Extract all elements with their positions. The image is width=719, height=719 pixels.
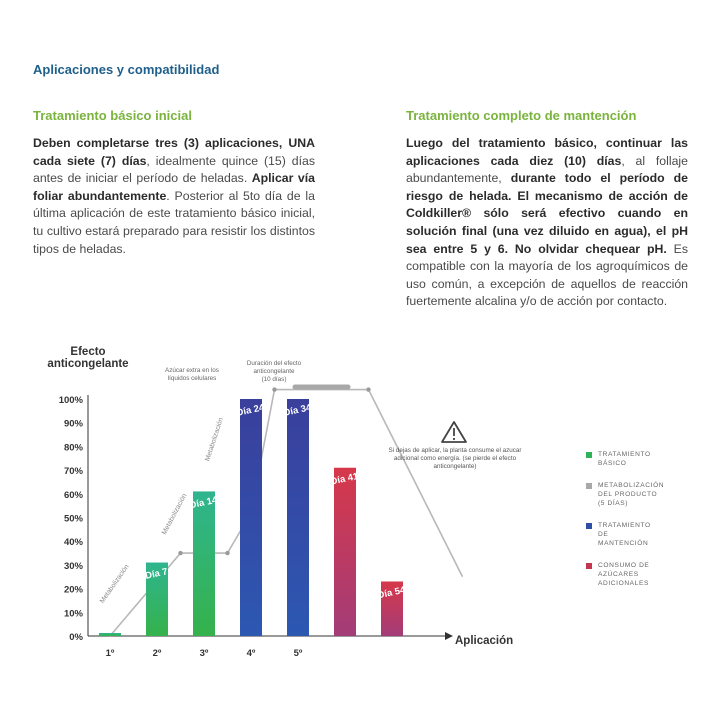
y-tick-label: 20% [63,584,83,596]
bar-label: Día 34 [282,402,313,419]
metabolization-point [178,551,182,555]
legend-label: TRATAMIENTO DE MANTENCIÓN [598,522,651,547]
basic-treatment-heading: Tratamiento básico inicial [33,108,192,123]
y-tick-label: 10% [63,608,83,620]
basic-treatment-text-2: . Posterior al 5to día de la última aplicación de este tratamiento básico inicial, tu cultivo estará preparado para resistir los distintos tipos de heladas. [33,188,315,256]
bar-label: Día 41 [329,470,360,488]
legend-item [586,450,696,468]
legend-item [586,561,696,588]
basic-treatment-text-1: , idealmente quince (15) días antes de iniciar el período de heladas. [33,153,315,186]
legend-label: TRATAMIENTO BÁSICO [598,451,651,467]
y-tick-label: 30% [63,560,83,572]
maintenance-treatment-bold-2: durante todo el período de riesgo de helada. El mecanismo de acción de Coldkiller® sólo será efectivo cuando en solución final (una vez diluido en agua), el pH sea entre 5 y 6. No olvidar chequear pH. [406,171,688,256]
metabolization-annotation-1: Metabolización [98,563,131,605]
legend-item [586,521,696,548]
legend-swatch [586,483,592,489]
legend-swatch [586,452,592,458]
bar-label: Día 54 [376,584,407,602]
metabolization-annotation-3: Metabolización [204,416,225,463]
y-tick-label: 70% [63,466,83,478]
section-title: Aplicaciones y compatibilidad [33,62,220,77]
bar-label: Día 7 [144,566,169,582]
y-tick-label: 90% [63,418,83,430]
bar-tratamiento_mantencion [287,399,309,636]
x-tick-label: 3º [199,648,209,659]
x-tick-label: 1º [105,648,115,659]
bar-label: Día 14 [188,494,219,512]
sugar-extra-annotation: Azúcar extra en los líquidos celulares [165,367,219,382]
bar-consumo_azucares [334,468,356,636]
bar-label: Día 24 [235,402,266,419]
y-tick-label: 0% [69,632,83,643]
y-axis-label: Efecto anticongelante [47,346,129,370]
y-tick-label: 50% [63,513,83,525]
y-tick-label: 100% [58,395,83,406]
maintenance-treatment-text [406,135,688,311]
maintenance-treatment-bold-1: Luego del tratamiento básico, continuar las aplicaciones cada diez (10) días [406,136,688,168]
duration-annotation: Duración del efecto anticongelante (10 días) [246,360,302,383]
x-tick-label: 5º [293,648,303,659]
maintenance-treatment-column [406,108,688,311]
basic-treatment-column [33,108,315,258]
bar-tratamiento_mantencion [240,399,262,636]
maintenance-treatment-heading: Tratamiento completo de mantención [406,108,637,123]
legend-swatch [586,523,592,529]
metabolization-annotation-2: Metabolización [160,492,189,536]
bar-tratamiento_basico [99,633,121,636]
chart-legend [586,450,696,601]
x-tick-label: 4º [246,648,256,659]
bar-tratamiento_basico [193,491,215,636]
legend-item [586,481,696,508]
legend-label: CONSUMO DE AZÚCARES ADICIONALES [598,562,650,587]
metabolization-point [272,387,276,391]
metabolization-point [366,387,370,391]
duration-bracket [293,385,351,390]
legend-label: METABOLIZACIÓN DEL PRODUCTO (5 DÍAS) [598,482,665,507]
basic-treatment-text [33,135,315,258]
y-tick-label: 60% [63,489,83,501]
y-tick-label: 40% [63,537,83,549]
maintenance-treatment-text-2: Es compatible con la mayoría de los agroquímicos de uso común, a excepción de aquellos de reacción fuertemente alcalina y/o de acción por contacto. [406,241,688,309]
warning-icon-dot [453,438,455,440]
basic-treatment-bold-2: Aplicar vía foliar abundantemente [33,171,315,203]
x-axis-arrow [445,632,453,640]
metabolization-point [225,551,229,555]
basic-treatment-bold-1: Deben completarse tres (3) aplicaciones, UNA cada siete (7) días [33,136,315,168]
x-axis-label: Aplicación [455,635,514,647]
maintenance-treatment-text-1: , al follaje abundantemente, [406,153,688,186]
x-tick-label: 2º [152,648,162,659]
y-tick-label: 80% [63,442,83,454]
warning-annotation: Si dejas de aplicar, la planta consume el azucar adicional como energía. (se pierde el efecto anticongelante) [388,447,522,470]
legend-swatch [586,563,592,569]
